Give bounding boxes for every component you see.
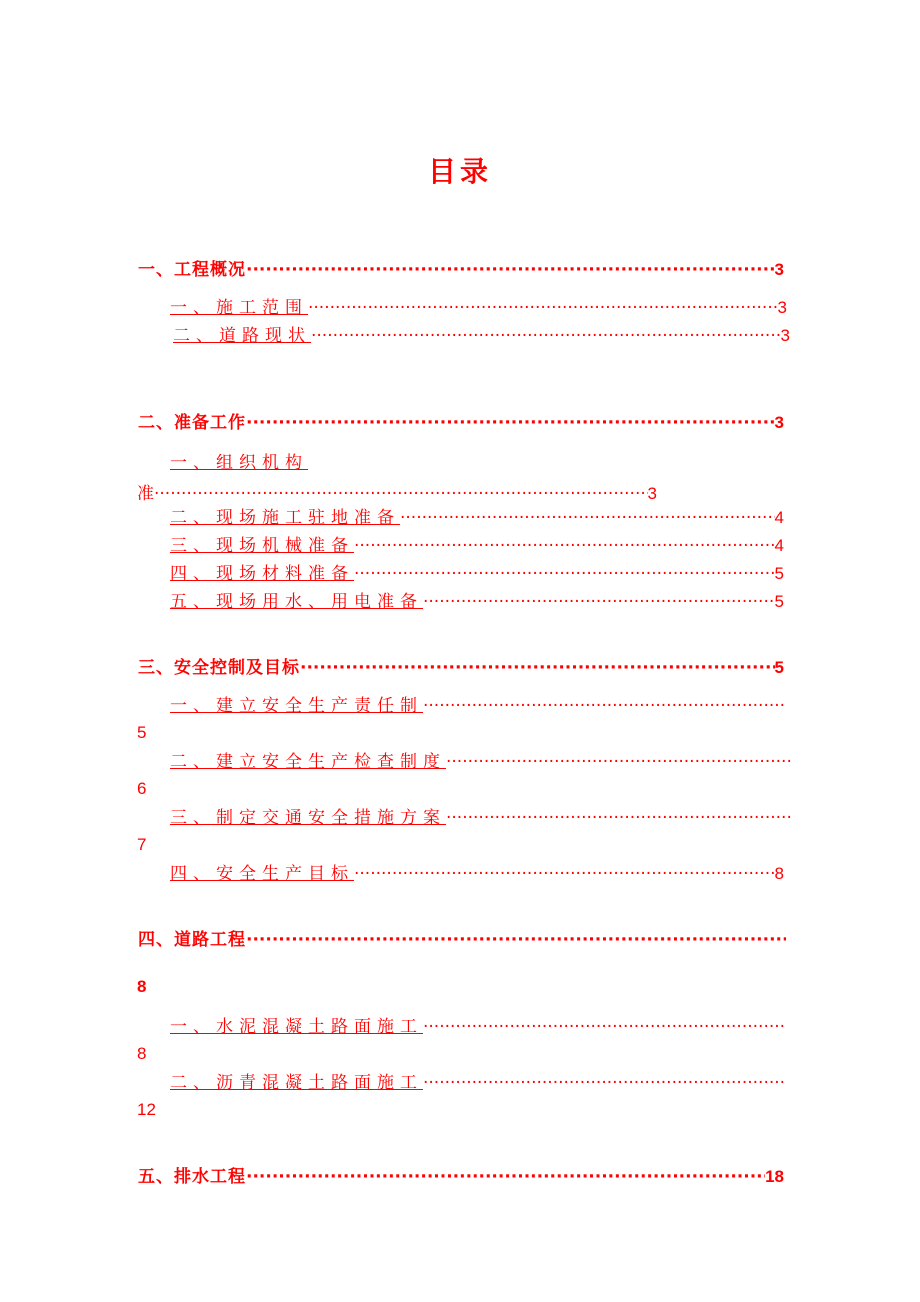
toc-entry-page: 3 <box>777 298 787 317</box>
leader-dots <box>246 929 786 951</box>
toc-entry-4-1[interactable] <box>170 1016 786 1038</box>
toc-entry-label: 二、建立安全生产检查制度 <box>170 752 446 772</box>
toc-entry-page: 5 <box>774 564 784 583</box>
toc-entry-2-1[interactable] <box>170 452 308 474</box>
toc-entry-section-4[interactable] <box>138 929 786 951</box>
leader-dots <box>446 751 793 773</box>
toc-entry-label: 一、建立安全生产责任制 <box>170 696 423 716</box>
leader-dots <box>423 1072 784 1094</box>
toc-entry-label: 二、现场施工驻地准备 <box>170 508 400 528</box>
toc-entry-1-1[interactable] <box>170 297 787 319</box>
toc-entry-page: 5 <box>774 658 784 677</box>
toc-entry-label: 三、安全控制及目标 <box>138 658 300 678</box>
toc-entry-label: 四、安全生产目标 <box>170 864 354 884</box>
toc-entry-label: 四、道路工程 <box>138 930 246 950</box>
leader-dots <box>400 507 775 529</box>
leader-dots <box>354 563 775 585</box>
toc-entry-label: 四、现场材料准备 <box>170 564 354 584</box>
leader-dots <box>423 695 786 717</box>
toc-entry-label: 三、制定交通安全措施方案 <box>170 808 446 828</box>
toc-entry-page: 8 <box>137 977 147 996</box>
toc-entry-page: 8 <box>137 1044 147 1063</box>
toc-entry-page: 6 <box>137 779 147 798</box>
toc-entry-label: 二、准备工作 <box>138 413 246 433</box>
leader-dots <box>423 1016 786 1038</box>
leader-dots <box>246 1166 765 1188</box>
toc-entry-4-2[interactable] <box>170 1072 784 1094</box>
toc-entry-label: 五、现场用水、用电准备 <box>170 592 423 612</box>
toc-entry-2-5[interactable] <box>170 591 784 613</box>
toc-entry-2-1-continuation[interactable] <box>137 479 657 504</box>
toc-entry-page: 18 <box>765 1167 784 1186</box>
leader-dots <box>246 412 775 434</box>
toc-entry-section-3[interactable] <box>138 657 784 679</box>
leader-dots <box>154 484 648 504</box>
toc-entry-label: 二、沥青混凝土路面施工 <box>170 1073 423 1093</box>
leader-dots <box>446 807 793 829</box>
toc-entry-page: 3 <box>774 260 784 279</box>
toc-entry-page: 3 <box>774 413 784 432</box>
leader-dots <box>308 297 778 319</box>
page-title: 目录 <box>427 155 492 188</box>
toc-entry-3-4[interactable] <box>170 863 784 885</box>
toc-entry-page: 3 <box>780 326 790 345</box>
toc-entry-label: 五、排水工程 <box>138 1167 246 1187</box>
toc-entry-2-4[interactable] <box>170 563 784 585</box>
toc-entry-section-5[interactable] <box>138 1166 784 1188</box>
toc-entry-label: 一、组织机构 <box>170 453 308 473</box>
toc-entry-page: 4 <box>774 508 784 527</box>
toc-entry-2-3[interactable] <box>170 535 784 557</box>
leader-dots <box>354 863 775 885</box>
leader-dots <box>354 535 775 557</box>
toc-entry-label-continued: 准 <box>137 484 154 504</box>
toc-entry-label: 三、现场机械准备 <box>170 536 354 556</box>
toc-entry-page: 3 <box>647 484 657 503</box>
toc-entry-section-2[interactable] <box>138 412 784 434</box>
toc-entry-label: 二、道路现状 <box>173 326 311 346</box>
toc-entry-page: 4 <box>774 536 784 555</box>
toc-entry-page: 7 <box>137 835 147 854</box>
toc-entry-page: 8 <box>774 864 784 883</box>
toc-entry-2-2[interactable] <box>170 507 784 529</box>
toc-entry-label: 一、施工范围 <box>170 298 308 318</box>
toc-entry-label: 一、水泥混凝土路面施工 <box>170 1017 423 1037</box>
toc-entry-section-1[interactable] <box>138 259 784 281</box>
toc-entry-label: 一、工程概况 <box>138 260 246 280</box>
leader-dots <box>311 325 781 347</box>
leader-dots <box>423 591 775 613</box>
toc-entry-page: 12 <box>137 1100 156 1119</box>
toc-entry-page: 5 <box>774 592 784 611</box>
toc-entry-1-2[interactable] <box>173 325 790 347</box>
toc-entry-3-1[interactable] <box>170 695 786 717</box>
leader-dots <box>300 657 775 679</box>
toc-entry-3-2[interactable] <box>170 751 793 773</box>
toc-entry-3-3[interactable] <box>170 807 793 829</box>
toc-entry-page: 5 <box>137 723 147 742</box>
leader-dots <box>246 259 775 281</box>
